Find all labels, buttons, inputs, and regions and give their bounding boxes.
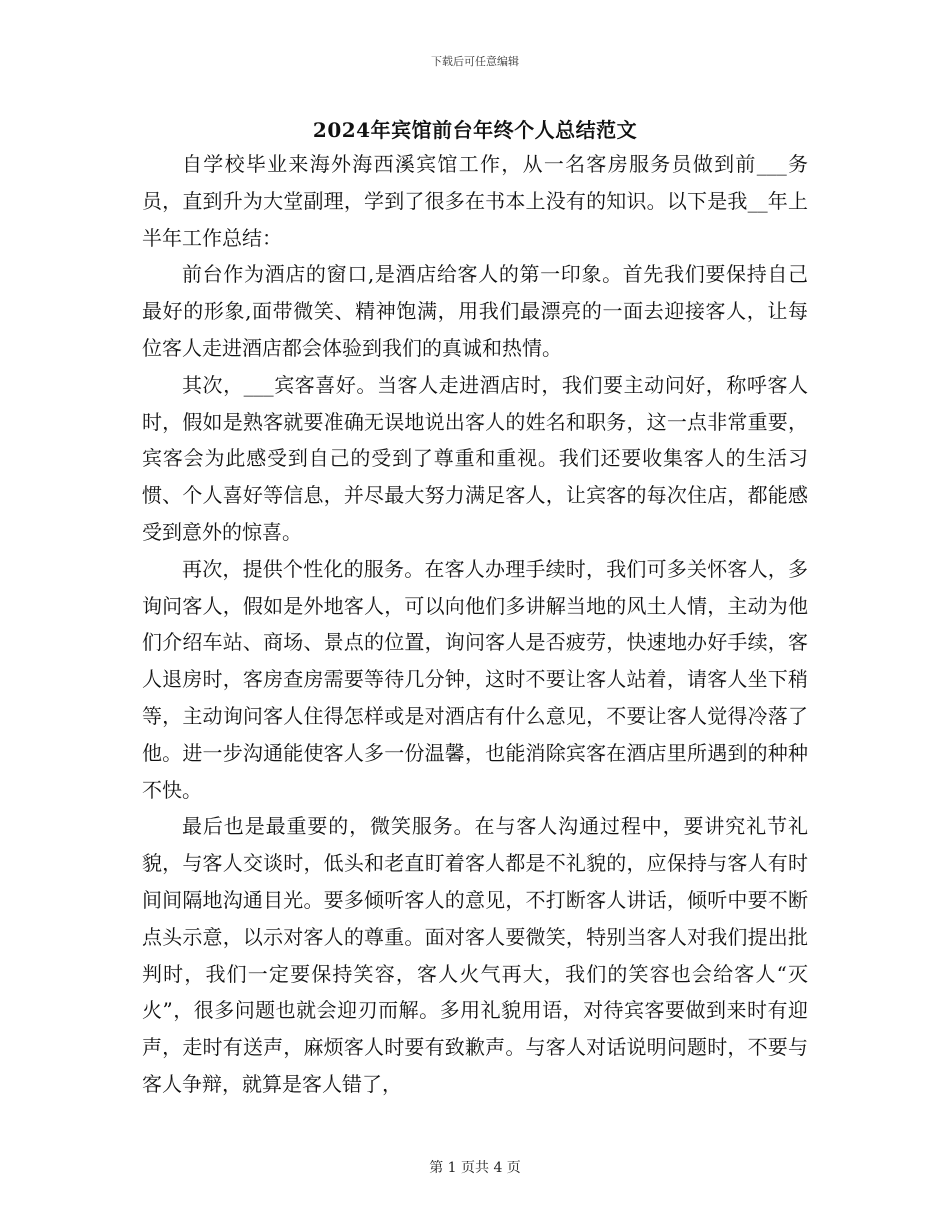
paragraph: 其次，___宾客喜好。当客人走进酒店时，我们要主动问好，称呼客人时，假如是熟客就要准确无误地说出客人的姓名和职务，这一点非常重要，宾客会为此感受到自己的受到了尊重和重视。我们还要收集客人的生活习惯、个人喜好等信息，并尽最大努力满足客人，让宾客的每次住店，都能感受到意外的惊喜。	[142, 372, 808, 544]
page-number: 第 1 页共 4 页	[429, 1160, 521, 1176]
document-body	[142, 146, 808, 1103]
paragraph: 前台作为酒店的窗口,是酒店给客人的第一印象。首先我们要保持自己最好的形象,面带微笑、精神饱满，用我们最漂亮的一面去迎接客人，让每位客人走进酒店都会体验到我们的真诚和热情。	[142, 262, 808, 360]
paragraph: 最后也是最重要的，微笑服务。在与客人沟通过程中，要讲究礼节礼貌，与客人交谈时，低头和老直盯着客人都是不礼貌的，应保持与客人有时间间隔地沟通目光。要多倾听客人的意见，不打断客人讲话，倾听中要不断点头示意，以示对客人的尊重。面对客人要微笑，特别当客人对我们提出批判时，我们一定要保持笑容，客人火气再大，我们的笑容也会给客人“灭火”，很多问题也就会迎刃而解。多用礼貌用语，对待宾客要做到来时有迎声，走时有送声，麻烦客人时要有致歉声。与客人对话说明问题时，不要与客人争辩，就算是客人错了，	[142, 814, 808, 1096]
header-note: 下载后可任意编辑	[431, 55, 519, 68]
paragraph: 再次，提供个性化的服务。在客人办理手续时，我们可多关怀客人，多询问客人，假如是外地客人，可以向他们多讲解当地的风土人情，主动为他们介绍车站、商场、景点的位置，询问客人是否疲劳，快速地办好手续，客人退房时，客房查房需要等待几分钟，这时不要让客人站着，请客人坐下稍等，主动询问客人住得怎样或是对酒店有什么意见，不要让客人觉得冷落了他。进一步沟通能使客人多一份温馨，也能消除宾客在酒店里所遇到的种种不快。	[142, 556, 808, 802]
document-title: 2024年宾馆前台年终个人总结范文	[312, 118, 638, 142]
paragraph: 自学校毕业来海外海西溪宾馆工作，从一名客房服务员做到前___务员，直到升为大堂副理，学到了很多在书本上没有的知识。以下是我__年上半年工作总结：	[142, 152, 808, 250]
